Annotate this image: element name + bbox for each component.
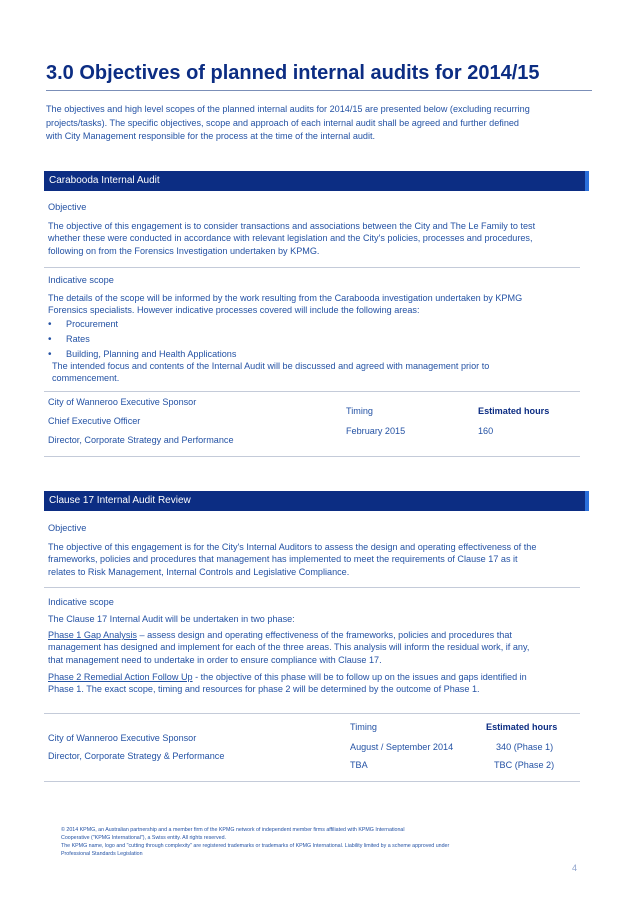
objective-label: Objective [48,202,87,212]
phase2-title: Phase 2 Remedial Action Follow Up [48,672,193,682]
list-item: • Rates [48,332,236,347]
scope-label: Indicative scope [48,597,114,607]
section-divider [44,587,580,588]
list-item: • Building, Planning and Health Applications [48,347,236,362]
phase2-text: Phase 2 Remedial Action Follow Up - the objective of this phase will be to follow up on the issues and gaps identified in Phase 1. The exact scope, timing and resources for phase 2 will be determined by the outcome of Phase 1. [48,672,527,695]
sponsor-name: Director, Corporate Strategy and Performance [48,435,234,445]
hours-header: Estimated hours [478,406,550,416]
timing-value: TBA [350,760,368,770]
phase1-text: Phase 1 Gap Analysis – assess design and operating effectiveness of the frameworks, policies and procedures that management has designed and implement for each of the three areas. This analysis will inform the residual work, if any, that management need to undertake in order to ensure compliance with Clause 17. [48,630,530,665]
section-header-clause17: Clause 17 Internal Audit Review [44,491,585,511]
intro-line: with City Management responsible for the process at the time of the internal audit. [46,131,376,142]
intro-paragraph [46,103,592,144]
scope-label: Indicative scope [48,275,114,285]
hours-value: 340 (Phase 1) [496,742,554,752]
section-divider [44,713,580,714]
objective-label: Objective [48,523,87,533]
sponsor-label: City of Wanneroo Executive Sponsor [48,397,197,407]
section-divider [44,456,580,457]
scope-intro: The Clause 17 Internal Audit will be undertaken in two phase: [48,614,295,624]
objective-text: The objective of this engagement is for the City's Internal Auditors to assess the design and operating effectiveness of the frameworks, policies and procedures that management has implemented to meet the requirements of Clause 17 as it relates to Risk Management, Internal Controls and Legislative Compliance. [48,542,537,577]
list-item: • Procurement [48,317,236,332]
sponsor-name: Director, Corporate Strategy & Performance [48,751,225,761]
section-divider [44,267,580,268]
copyright-footer: © 2014 KPMG, an Australian partnership and a member firm of the KPMG network of independent member firms affiliated with KPMG International Cooperative ("KPMG International"), a Swiss entity. All rights reserved. The KPMG name, logo and "cutting through complexity" are registered trademarks or trademarks of KPMG International. Liability limited by a scheme approved under Professional Standards Legislation [61,827,450,857]
phase1-title: Phase 1 Gap Analysis [48,630,137,640]
timing-header: Timing [350,722,377,732]
page-number: 4 [572,863,578,873]
closing-text: The intended focus and contents of the Internal Audit will be discussed and agreed with management prior to commencement. [52,361,490,384]
sponsor-name: Chief Executive Officer [48,416,141,426]
scope-text: The details of the scope will be informed by the work resulting from the Carabooda investigation undertaken by KPMG Forensics specialists. However indicative processes covered will include the following areas: [48,293,523,316]
intro-line: The objectives and high level scopes of the planned internal audits for 2014/15 are presented below (excluding recurring [46,104,530,114]
scope-bullet-list [48,317,236,362]
page-title: 3.0 Objectives of planned internal audits for 2014/15 [46,62,540,84]
hours-header: Estimated hours [486,722,558,732]
title-divider [46,90,592,91]
section-divider [44,781,580,782]
timing-header: Timing [346,406,373,416]
section-header-carabooda: Carabooda Internal Audit [44,171,585,191]
timing-value: February 2015 [346,426,406,436]
timing-value: August / September 2014 [350,742,454,752]
hours-value: TBC (Phase 2) [494,760,555,770]
hours-value: 160 [478,426,494,436]
intro-line: projects/tasks). The specific objectives, scope and approach of each internal audit shall be agreed and further defined [46,117,519,128]
objective-text: The objective of this engagement is to consider transactions and associations between the City and The Le Family to test whether these were conducted in accordance with relevant legislation and the City's policies, processes and procedures, following on from the Forensics Investigation undertaken by KPMG. [48,221,536,256]
sponsor-label: City of Wanneroo Executive Sponsor [48,733,197,743]
section-divider [44,391,580,392]
